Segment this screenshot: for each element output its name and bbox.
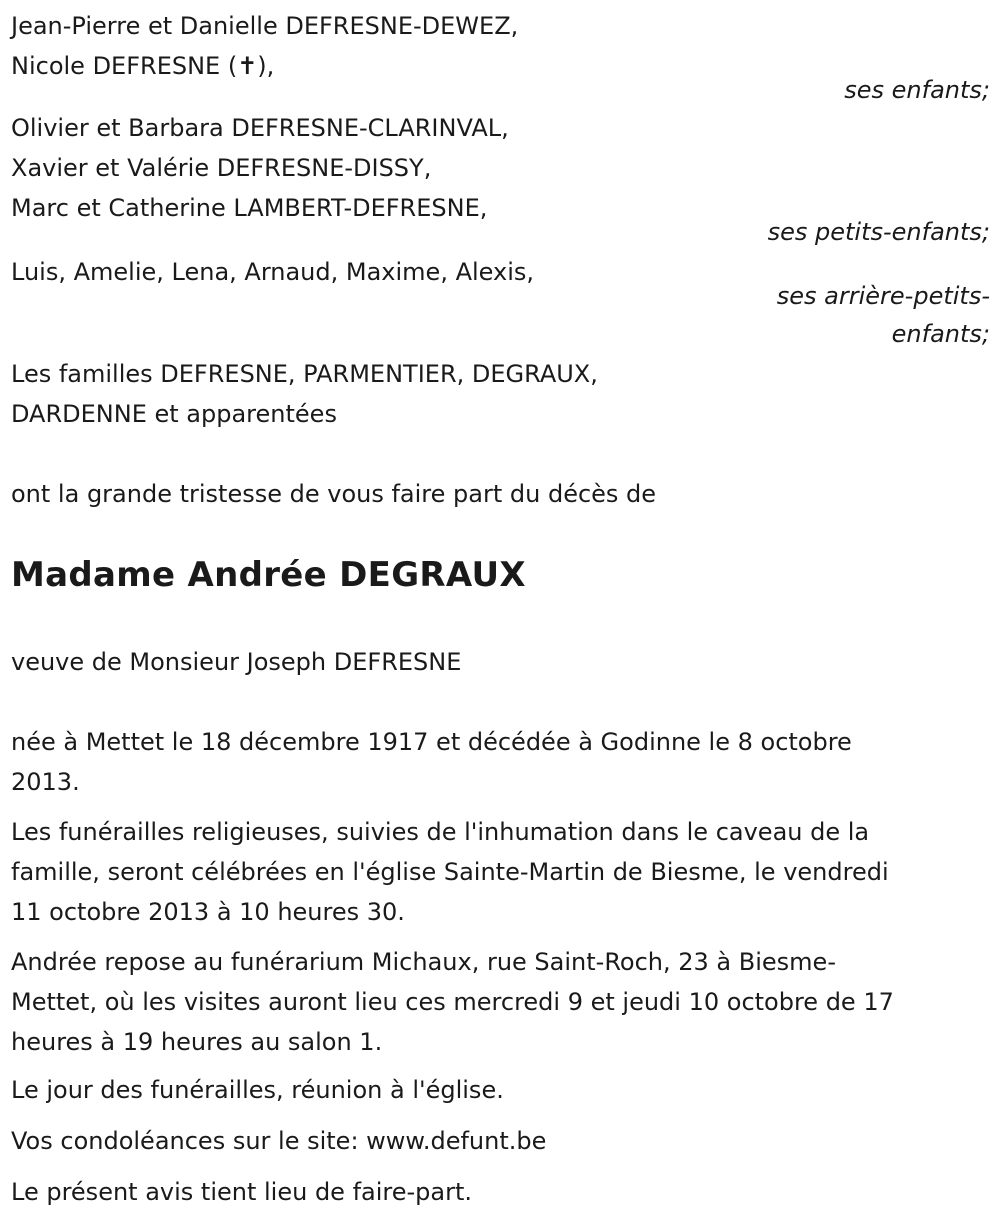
grandchildren-role: ses petits-enfants; (767, 218, 990, 246)
families-line-2: DARDENNE et apparentées (11, 400, 337, 428)
notice-text: Le présent avis tient lieu de faire-part. (11, 1178, 473, 1206)
great-grandchildren-role-1: ses arrière-petits- (776, 282, 990, 310)
announcement-text: ont la grande tristesse de vous faire part du décès de (11, 480, 657, 508)
children-line-1: Jean-Pierre et Danielle DEFRESNE-DEWEZ, (11, 12, 519, 40)
repose-line-1: Andrée repose au funérarium Michaux, rue Saint-Roch, 23 à Biesme- (11, 948, 836, 976)
meeting-text: Le jour des funérailles, réunion à l'église. (11, 1076, 504, 1104)
families-line-1: Les familles DEFRESNE, PARMENTIER, DEGRAUX, (11, 360, 598, 388)
condolences-text: Vos condoléances sur le site: www.defunt.be (11, 1127, 547, 1155)
children-line-2: Nicole DEFRESNE (✝), (11, 52, 275, 80)
birth-death-line-1: née à Mettet le 18 décembre 1917 et décédée à Godinne le 8 octobre (11, 728, 852, 756)
children-role: ses enfants; (844, 76, 990, 104)
widow-of-text: veuve de Monsieur Joseph DEFRESNE (11, 648, 462, 676)
great-grandchildren-role-2: enfants; (891, 320, 990, 348)
funeral-line-2: famille, seront célébrées en l'église Sainte-Martin de Biesme, le vendredi (11, 858, 889, 886)
funeral-line-1: Les funérailles religieuses, suivies de l'inhumation dans le caveau de la (11, 818, 870, 846)
repose-line-2: Mettet, où les visites auront lieu ces mercredi 9 et jeudi 10 octobre de 17 (11, 988, 894, 1016)
grandchildren-line-1: Olivier et Barbara DEFRESNE-CLARINVAL, (11, 114, 509, 142)
deceased-name: Madame Andrée DEGRAUX (11, 555, 526, 595)
great-grandchildren-line: Luis, Amelie, Lena, Arnaud, Maxime, Alexis, (11, 258, 535, 286)
grandchildren-line-2: Xavier et Valérie DEFRESNE-DISSY, (11, 154, 432, 182)
grandchildren-line-3: Marc et Catherine LAMBERT-DEFRESNE, (11, 194, 488, 222)
birth-death-line-2: 2013. (11, 768, 80, 796)
funeral-line-3: 11 octobre 2013 à 10 heures 30. (11, 898, 405, 926)
repose-line-3: heures à 19 heures au salon 1. (11, 1028, 383, 1056)
